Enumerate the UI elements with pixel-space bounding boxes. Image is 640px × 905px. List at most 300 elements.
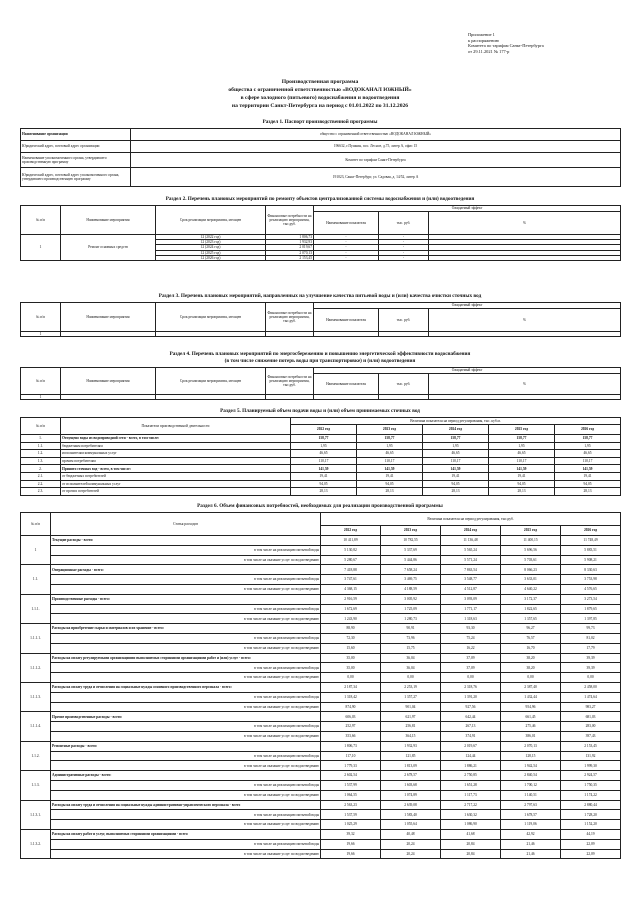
row-num: 1 xyxy=(21,536,51,565)
row-article: Расходы на оплату регулируемыми организациями выполняемых сторонними организациями работ и (или) услуг - всего: xyxy=(51,653,321,663)
table-row xyxy=(21,643,621,653)
row-value: 1 999,30 xyxy=(561,761,621,771)
row-value: 2 253,19 xyxy=(381,682,441,692)
table-row xyxy=(21,849,621,859)
section4-heading-line: (в том числе снижение потерь воды при транспортировке) и (или) водоотведения xyxy=(224,358,416,364)
row-article: в том числе на реализацию питьевой воды xyxy=(51,663,321,673)
passport-label: Юридический адрес, почтовый адрес организации xyxy=(21,141,131,153)
row-article: Расходы на оплату труда и отчисления на социальные нужды административно-управленческого персонала - всего xyxy=(51,800,321,810)
row-article: в том числе на реализацию питьевой воды xyxy=(51,575,321,585)
row-value: 3 172,37 xyxy=(501,594,561,604)
table-row xyxy=(21,594,621,604)
row-eff: - xyxy=(379,245,429,250)
appendix-line: Комитета по тарифам Санкт-Петербурга xyxy=(468,43,544,49)
row-num: 1.1.3.2. xyxy=(21,829,51,858)
row-value: 1 357,65 xyxy=(501,614,561,624)
row-value: 117,10 xyxy=(321,751,381,761)
section1-heading: Раздел 1. Паспорт производственной программы xyxy=(262,119,378,125)
row-article: в том числе на оказание услуг по водоотведению xyxy=(51,702,321,712)
row-value: 2 797,63 xyxy=(501,800,561,810)
row-value: 1 678,57 xyxy=(501,810,561,820)
row-value: 46,65 xyxy=(555,450,621,458)
row-value: 2 602,54 xyxy=(321,771,381,781)
table-row xyxy=(21,702,621,712)
row-value: 19,41 xyxy=(555,472,621,480)
row-article: Расходы на оплату труда и отчисления на социальные нужды основного производственного персонала - всего: xyxy=(51,682,321,692)
appendix-note xyxy=(468,32,618,54)
row-value: 2 717,22 xyxy=(441,800,501,810)
row-value: 0,00 xyxy=(381,673,441,683)
row-num: 1.1. xyxy=(21,442,61,450)
row-value: 10 411,89 xyxy=(321,536,381,546)
row-value: 1 728,20 xyxy=(561,810,621,820)
row-value: 37,09 xyxy=(441,663,501,673)
col-eff-pct: % xyxy=(429,309,621,332)
table-row xyxy=(21,395,621,400)
row-article: в том числе на реализацию питьевой воды xyxy=(51,751,321,761)
row-value: 2 458,00 xyxy=(561,682,621,692)
table-row xyxy=(21,673,621,683)
row-value: 1 700,12 xyxy=(501,780,561,790)
row-num: 1.3. xyxy=(21,457,61,465)
passport-value: общество с ограниченной ответственностью «ВОДОКАНАЛ ЮЖНЫЙ» xyxy=(131,129,621,141)
row-value: 2 678,57 xyxy=(381,771,441,781)
row-article: в том числе на реализацию питьевой воды xyxy=(51,839,321,849)
table-row xyxy=(21,810,621,820)
row-value: 131,92 xyxy=(561,751,621,761)
row-article: Производственные расходы - всего: xyxy=(51,594,321,604)
row-num: 1. xyxy=(21,435,61,443)
section6-heading: Раздел 6. Объем финансовых потребностей, необходимых для реализации производственной программы xyxy=(197,503,443,509)
row-value: 7 863,54 xyxy=(441,565,501,575)
row-value: 141,59 xyxy=(555,465,621,473)
col-eff-pct: % xyxy=(429,374,621,395)
col-group: Величина показателя на период регулирования, тыс.руб. xyxy=(321,513,621,526)
row-value: 1,95 xyxy=(555,442,621,450)
row-period: 12 (2025 год) xyxy=(156,250,266,255)
row-article: в том числе на оказание услуг по водоотведению xyxy=(51,849,321,859)
col-year: 2023 год xyxy=(381,526,441,536)
row-num: 1.1.3. xyxy=(21,771,51,800)
row-value: 158,77 xyxy=(423,435,489,443)
passport-table xyxy=(20,128,621,187)
row-eff: - xyxy=(314,245,379,250)
row-value: 35,00 xyxy=(321,653,381,663)
table-row xyxy=(21,565,621,575)
row-value: 7 658,24 xyxy=(381,565,441,575)
row-value: 267,13 xyxy=(441,722,501,732)
row-value: 1,95 xyxy=(489,442,555,450)
row-value: 2 070,13 xyxy=(501,741,561,751)
row-num: 1.1.1.2. xyxy=(21,653,51,682)
col-year: 2024 год xyxy=(423,425,489,435)
row-value: 44,19 xyxy=(561,829,621,839)
col-name: Наименование мероприятия xyxy=(61,303,156,332)
row-value: 681,03 xyxy=(561,712,621,722)
row-value: 39,39 xyxy=(561,653,621,663)
row-value: 75,24 xyxy=(441,633,501,643)
row-value: 874,90 xyxy=(321,702,381,712)
row-value: 1 055,64 xyxy=(381,820,441,830)
row-num: 2.3. xyxy=(21,488,61,496)
row-value: 10 782,55 xyxy=(381,536,441,546)
row-value: 3 753,98 xyxy=(561,575,621,585)
col-eff-rub: тыс. руб. xyxy=(379,212,429,235)
row-value: 1 537,99 xyxy=(321,780,381,790)
col-effect: Ожидаемый эффект xyxy=(314,368,621,374)
quality-table xyxy=(20,302,621,337)
row-eff: - xyxy=(379,255,429,260)
row-value: 2 153,45 xyxy=(561,741,621,751)
row-num: 1 xyxy=(21,395,61,400)
row-num: 1.2. xyxy=(21,450,61,458)
row-value: 90,91 xyxy=(381,624,441,634)
row-value: 2 924,57 xyxy=(561,771,621,781)
title-line: в сфере холодного (питьевого) водоснабжения и водоотведения xyxy=(240,95,400,101)
row-article: в том числе на оказание услуг по водоотведению xyxy=(51,643,321,653)
row-value: 46,65 xyxy=(357,450,423,458)
row-value: 7 418,88 xyxy=(321,565,381,575)
table-row xyxy=(21,820,621,830)
table-row xyxy=(21,682,621,692)
row-need: 1 932,93 xyxy=(266,240,314,245)
row-value: 4 188,59 xyxy=(381,584,441,594)
col-num: № п/п xyxy=(21,513,51,536)
row-value: 124,44 xyxy=(441,751,501,761)
table-row xyxy=(21,536,621,546)
row-value: 1 318,42 xyxy=(321,692,381,702)
row-article: в том числе на оказание услуг по водоотведению xyxy=(51,790,321,800)
row-value: 141,59 xyxy=(489,465,555,473)
volume-table xyxy=(20,417,621,496)
row-value: 76,57 xyxy=(501,633,561,643)
row-value: 1 174,22 xyxy=(561,790,621,800)
row-value: 28,13 xyxy=(357,488,423,496)
col-num: № п/п xyxy=(21,368,61,395)
row-period: 12 (2023 год) xyxy=(156,240,266,245)
table-row xyxy=(21,450,621,458)
row-value: 275,46 xyxy=(501,722,561,732)
row-need: 2 070,13 xyxy=(266,250,314,255)
row-value: 2 840,54 xyxy=(501,771,561,781)
row-num: 1.1.3.1. xyxy=(21,800,51,829)
row-value: 2 387,40 xyxy=(501,682,561,692)
table-row xyxy=(21,633,621,643)
row-value: 0,00 xyxy=(321,673,381,683)
row-value: 5 565,24 xyxy=(441,545,501,555)
row-indicator: исполнителям коммунальных услуг xyxy=(61,450,291,458)
row-article: в том числе на оказание услуг по водоотведению xyxy=(51,761,321,771)
row-value: 73,96 xyxy=(381,633,441,643)
table-row xyxy=(21,839,621,849)
row-value: 46,65 xyxy=(291,450,357,458)
table-row xyxy=(21,457,621,465)
col-period: Срок реализации мероприятия, месяцев xyxy=(156,206,266,235)
col-year: 2023 год xyxy=(357,425,423,435)
row-value: 1 779,33 xyxy=(321,761,381,771)
row-value: 661,45 xyxy=(501,712,561,722)
row-value: 2 916,59 xyxy=(321,594,381,604)
row-value: 2 750,85 xyxy=(441,771,501,781)
row-value: 1 318,63 xyxy=(441,614,501,624)
row-value: 8 330,63 xyxy=(561,565,621,575)
passport-value: Комитет по тарифам Санкт-Петербурга xyxy=(131,153,621,168)
row-indicator: Принято сточных вод - всего, в том числе: xyxy=(61,465,291,473)
table-row xyxy=(21,442,621,450)
row-value: 21,46 xyxy=(501,839,561,849)
table-row xyxy=(21,584,621,594)
row-indicator: Отпущено воды из водопроводной сети - всего, в том числе: xyxy=(61,435,291,443)
row-value: 2 019,67 xyxy=(441,741,501,751)
table-row xyxy=(21,129,621,141)
row-value: 283,00 xyxy=(561,722,621,732)
row-value: 1,95 xyxy=(291,442,357,450)
row-eff: - xyxy=(314,250,379,255)
passport-label: Наименование организации xyxy=(21,129,131,141)
table-row xyxy=(21,771,621,781)
row-value: 1 672,69 xyxy=(321,604,381,614)
row-value: 3 747,61 xyxy=(321,575,381,585)
row-value: 28,13 xyxy=(489,488,555,496)
table-row xyxy=(21,472,621,480)
row-value: 5 908,21 xyxy=(561,555,621,565)
section4-heading xyxy=(20,351,620,365)
row-value: 11 400,15 xyxy=(501,536,561,546)
row-value: 1 822,65 xyxy=(501,604,561,614)
row-value: 28,13 xyxy=(291,488,357,496)
row-num: 2.2. xyxy=(21,480,61,488)
row-value: 20,24 xyxy=(381,839,441,849)
row-name: Ремонт основных средств xyxy=(61,235,156,261)
row-value: 158,77 xyxy=(291,435,357,443)
row-value: 16,22 xyxy=(441,643,501,653)
col-group: Величина показателя на период регулирования, тыс. куб.м. xyxy=(291,418,621,425)
row-value: 1 117,73 xyxy=(441,790,501,800)
row-value: 158,77 xyxy=(555,435,621,443)
row-value: 3 469,75 xyxy=(381,575,441,585)
row-value: 94,05 xyxy=(357,480,423,488)
row-value: 96,27 xyxy=(501,624,561,634)
row-value: 93,30 xyxy=(441,624,501,634)
row-value: 141,59 xyxy=(291,465,357,473)
col-year: 2022 год xyxy=(321,526,381,536)
table-row xyxy=(21,332,621,337)
col-name: Наименование мероприятия xyxy=(61,206,156,235)
row-value: 4 368,15 xyxy=(321,584,381,594)
row-value: 121,85 xyxy=(381,751,441,761)
table-row xyxy=(21,480,621,488)
col-num: № п/п xyxy=(21,303,61,332)
table-row xyxy=(21,731,621,741)
table-row xyxy=(21,168,621,187)
row-article: в том числе на реализацию питьевой воды xyxy=(51,545,321,555)
row-value: 158,77 xyxy=(489,435,555,443)
table-row xyxy=(21,465,621,473)
row-value: 1 651,28 xyxy=(441,780,501,790)
row-value: 94,05 xyxy=(423,480,489,488)
row-num: 1.1.2. xyxy=(21,741,51,770)
row-eff: - xyxy=(314,240,379,245)
table-row xyxy=(21,575,621,585)
col-year: 2025 год xyxy=(489,425,555,435)
row-value: 15,75 xyxy=(381,643,441,653)
row-article: в том числе на оказание услуг по водоотведению xyxy=(51,673,321,683)
row-value: 99,73 xyxy=(561,624,621,634)
row-value: 364,15 xyxy=(381,731,441,741)
col-period: Срок реализации мероприятия, месяцев xyxy=(156,303,266,332)
row-article: Административные расходы - всего: xyxy=(51,771,321,781)
row-value: 983,27 xyxy=(561,702,621,712)
row-value: 621,97 xyxy=(381,712,441,722)
row-value: 353,66 xyxy=(321,731,381,741)
row-value: 11 136,48 xyxy=(441,536,501,546)
row-value: 901,04 xyxy=(381,702,441,712)
table-row xyxy=(21,722,621,732)
row-value: 1 879,65 xyxy=(561,604,621,614)
row-article: в том числе на реализацию питьевой воды xyxy=(51,692,321,702)
row-value: 2 880,44 xyxy=(561,800,621,810)
row-value: 397,43 xyxy=(561,731,621,741)
row-article: в том числе на оказание услуг по водоотведению xyxy=(51,820,321,830)
row-value: 374,91 xyxy=(441,731,501,741)
row-value: 19,41 xyxy=(291,472,357,480)
row-value: 39,32 xyxy=(321,829,381,839)
row-num: 1.1.1.1. xyxy=(21,624,51,653)
row-value: 1 583,40 xyxy=(381,810,441,820)
row-period: 12 (2026 год) xyxy=(156,255,266,260)
row-indicator: от исполнителей коммунальных услуг xyxy=(61,480,291,488)
row-value: 36,04 xyxy=(381,663,441,673)
row-value: 1 280,73 xyxy=(381,614,441,624)
col-year: 2026 год xyxy=(561,526,621,536)
col-eff-rub: тыс. руб. xyxy=(379,309,429,332)
row-value: 88,90 xyxy=(321,624,381,634)
row-eff: - xyxy=(314,255,379,260)
row-article: в том числе на оказание услуг по водоотведению xyxy=(51,584,321,594)
row-value: 46,65 xyxy=(489,450,555,458)
row-value: 1,95 xyxy=(357,442,423,450)
row-value: 1 397,85 xyxy=(561,614,621,624)
section4-heading-line: Раздел 4. Перечень плановых мероприятий по энергосбережению и повышению энергетической эффективности водоснабжения xyxy=(169,351,471,357)
row-value: 20,84 xyxy=(441,839,501,849)
row-value: 2 563,23 xyxy=(321,800,381,810)
row-article: в том числе на реализацию питьевой воды xyxy=(51,722,321,732)
col-period: Срок реализации мероприятия, месяцев xyxy=(156,368,266,395)
row-value: 3 005,92 xyxy=(381,594,441,604)
row-value: 954,96 xyxy=(501,702,561,712)
row-value: 38,20 xyxy=(501,653,561,663)
row-value: 606,03 xyxy=(321,712,381,722)
row-value: 1 025,29 xyxy=(321,820,381,830)
row-period: 12 (2022 год) xyxy=(156,235,266,240)
row-value: 40,48 xyxy=(381,829,441,839)
row-value: 20,24 xyxy=(381,849,441,859)
row-value: 36,04 xyxy=(381,653,441,663)
row-value: 19,41 xyxy=(489,472,555,480)
row-value: 1,95 xyxy=(423,442,489,450)
row-value: 1 750,35 xyxy=(561,780,621,790)
col-year: 2022 год xyxy=(291,425,357,435)
col-eff-name: Наименование показателя xyxy=(314,374,379,395)
row-value: 38,20 xyxy=(501,663,561,673)
col-year: 2025 год xyxy=(501,526,561,536)
row-value: 1 086,90 xyxy=(441,820,501,830)
row-value: 8 066,23 xyxy=(501,565,561,575)
row-value: 0,00 xyxy=(561,673,621,683)
table-row xyxy=(21,780,621,790)
row-value: 1 886,21 xyxy=(441,761,501,771)
row-value: 110,17 xyxy=(423,457,489,465)
col-need: Финансовые потребности на реализацию мероприятия, тыс.руб. xyxy=(266,206,314,235)
title-line: Производственная программа xyxy=(281,79,359,85)
row-num: 1.1.1.4. xyxy=(21,712,51,741)
row-value: 0,00 xyxy=(441,673,501,683)
table-row xyxy=(21,555,621,565)
appendix-line: Приложение 1 xyxy=(468,32,495,37)
row-value: 19,66 xyxy=(321,839,381,849)
row-value: 1 152,20 xyxy=(561,820,621,830)
table-row xyxy=(21,790,621,800)
row-num: 2.1. xyxy=(21,472,61,480)
row-value: 1 725,09 xyxy=(381,604,441,614)
row-value: 5 696,56 xyxy=(501,545,561,555)
row-value: 5 703,61 xyxy=(501,555,561,565)
row-value: 20,84 xyxy=(441,849,501,859)
row-value: 158,77 xyxy=(357,435,423,443)
row-value: 2 187,34 xyxy=(321,682,381,692)
row-indicator: бюджетным потребителям xyxy=(61,442,291,450)
row-value: 3 093,09 xyxy=(441,594,501,604)
row-value: 46,65 xyxy=(423,450,489,458)
table-row xyxy=(21,829,621,839)
row-value: 1 942,54 xyxy=(501,761,561,771)
col-need: Финансовые потребности на реализацию мероприятия, тыс.руб. xyxy=(266,303,314,332)
row-eff: - xyxy=(314,235,379,240)
row-value: 110,17 xyxy=(555,457,621,465)
row-value: 1 119,06 xyxy=(501,820,561,830)
row-value: 39,39 xyxy=(561,663,621,673)
row-value: 94,05 xyxy=(489,480,555,488)
table-row xyxy=(21,435,621,443)
row-article: Прочие производственные расходы - всего: xyxy=(51,712,321,722)
table-row xyxy=(21,153,621,168)
row-period: 12 (2024 год) xyxy=(156,245,266,250)
row-value: 141,59 xyxy=(423,465,489,473)
table-row xyxy=(21,653,621,663)
energy-table xyxy=(20,367,621,400)
finance-table xyxy=(20,512,621,859)
row-value: 0,00 xyxy=(501,673,561,683)
row-article: в том числе на реализацию питьевой воды xyxy=(51,780,321,790)
row-value: 141,59 xyxy=(357,465,423,473)
row-value: 21,46 xyxy=(501,849,561,859)
col-indicator: Показатели производственной деятельности xyxy=(61,418,291,435)
table-row xyxy=(21,488,621,496)
row-value: 4 576,65 xyxy=(561,584,621,594)
table-row xyxy=(21,545,621,555)
row-value: 94,05 xyxy=(291,480,357,488)
row-value: 1 140,51 xyxy=(501,790,561,800)
row-num: 1.1.1.3. xyxy=(21,682,51,711)
row-value: 15,60 xyxy=(321,643,381,653)
row-article: в том числе на реализацию питьевой воды xyxy=(51,633,321,643)
row-value: 2 639,08 xyxy=(381,800,441,810)
col-need: Финансовые потребности на реализацию мероприятия, тыс.руб. xyxy=(266,368,314,395)
col-eff-rub: тыс. руб. xyxy=(379,374,429,395)
row-article: в том числе на реализацию питьевой воды xyxy=(51,604,321,614)
row-value: 3 633,01 xyxy=(501,575,561,585)
row-need: 1 806,73 xyxy=(266,235,314,240)
